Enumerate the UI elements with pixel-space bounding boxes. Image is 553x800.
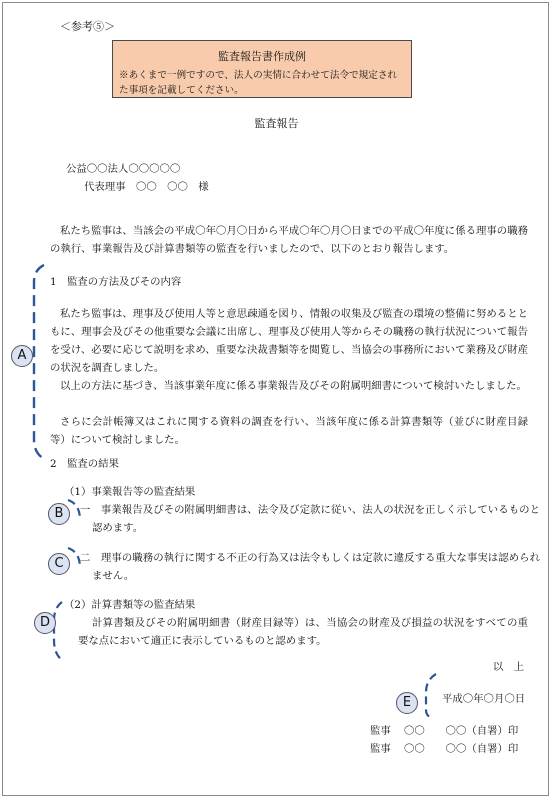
closing-text: 以 上 [492,661,524,673]
section2-sub1-heading: （1）事業報告等の監査結果 [64,486,196,498]
reference-label: ＜参考⑤＞ [60,20,115,33]
addressee-organization: 公益〇〇法人〇〇〇〇〇 [66,163,181,175]
marker-c: C [48,553,70,575]
marker-e: E [396,692,418,714]
section2-sub2-heading: （2）計算書類等の監査結果 [64,599,196,611]
report-date: 平成〇年〇月〇日 [442,693,526,705]
section2-item-2: 二 理事の職務の執行に関する不正の行為又は法令もしくは定款に違反する重大な事実は認められません。 [80,552,540,582]
section2-item-1: 一 事業報告及びその附属明細書は、法令及び定款に従い、法人の状況を正しく示しているものと認めます。 [80,504,540,534]
section1-heading: 1 監査の方法及びその内容 [50,276,182,288]
note-box-body: ※あくまで一例ですので、法人の実情に合わせて法令で規定された事項を記載してください。 [119,70,398,96]
note-box-title: 監査報告書作成例 [218,50,306,63]
note-box [112,40,412,98]
addressee-representative: 代表理事 〇〇 〇〇 様 [84,181,209,193]
marker-d: D [34,612,56,634]
intro-paragraph: 私たち監事は、当該会の平成〇年〇月〇日から平成〇年〇月〇日までの平成〇年度に係る理事の職務の執行、事業報告及び計算書類等の監査を行いましたので、以下のとおり報告します。 [50,225,528,255]
marker-a: A [11,345,33,367]
signature-role-2: 監事 [370,743,391,755]
signature-name-2: 〇〇 〇〇（自署）印 [404,743,519,755]
section2-heading: 2 監査の結果 [50,458,119,470]
report-title: 監査報告 [254,117,299,130]
marker-b: B [48,503,70,525]
section1-paragraph-3: さらに会計帳簿又はこれに関する資料の調査を行い、当該年度に係る計算書類等（並びに財産目録等）について検討しました。 [50,416,528,446]
section1-paragraph-1: 私たち監事は、理事及び使用人等と意思疎通を図り、情報の収集及び監査の環境の整備に努めるとともに、理事会及びその他重要な会議に出席し、理事及び使用人等からその職務の執行状況について報告を受け、必要に応じて説明を求め、重要な決裁書類等を閲覧し、当協会の事務所において業務及び財産の状況を調査しました。 [50,308,528,374]
signature-role-1: 監事 [370,725,391,737]
signature-name-1: 〇〇 〇〇（自署）印 [404,725,519,737]
section2-sub2-body: 計算書類及びその附属明細書（財産目録等）は、当協会の財産及び損益の状況をすべての重要な点において適正に表示しているものと認めます。 [78,617,528,647]
section1-paragraph-2: 以上の方法に基づき、当該事業年度に係る事業報告及びその附属明細書について検討いたしました。 [60,380,527,392]
